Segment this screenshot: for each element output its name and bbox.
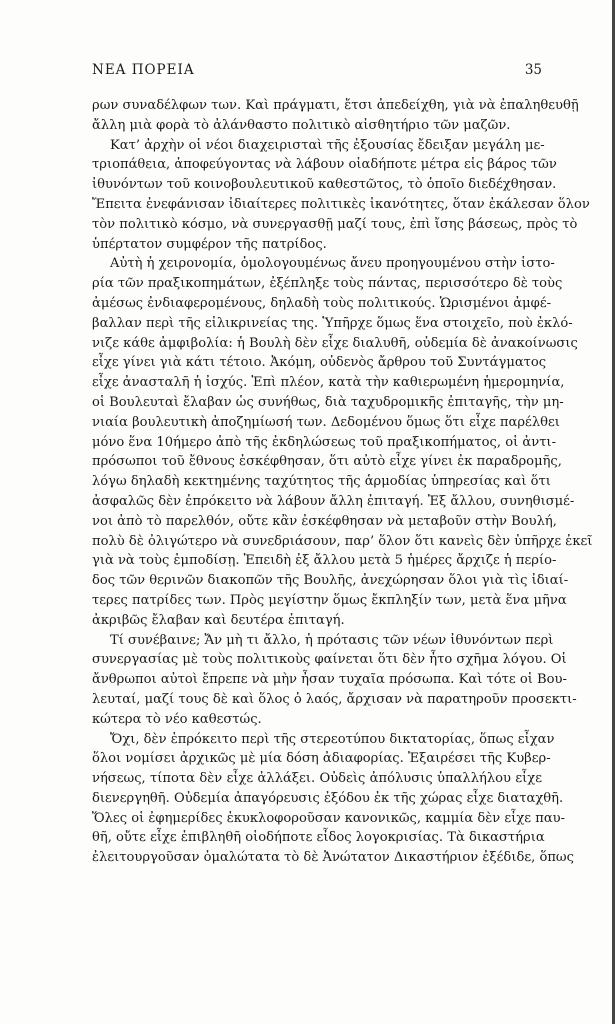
text-line: ὅλοι νομίσει ἀρχικῶς μὲ μία δόση ἀδιαφορίας. Ἐξαιρέσει τῆς Κυβερ- <box>92 751 551 767</box>
text-line: μόνο ἕνα 10ήμερο ἀπὸ τῆς ἐκδηλώσεως τοῦ πραξικοπήματος, οἱ ἀντι- <box>92 434 556 450</box>
text-line: ρων συναδέλφων των. Καὶ πράγματι, ἔτσι ἀπεδείχθη, γιὰ νὰ ἐπαληθευθῇ <box>92 98 579 113</box>
text-line: Ὅλες οἱ ἐφημερίδες ἐκυκλοφοροῦσαν κανονικῶς, καμμία δὲν εἶχε παυ- <box>92 810 566 826</box>
text-line: βαλλαν περὶ τῆς εἰλικρινείας της. Ὑπῆρχε ὅμως ἕνα στοιχεῖο, ποὺ ἐκλό- <box>92 315 573 331</box>
text-line: Κατ’ ἀρχὴν οἱ νέοι διαχειρισταὶ τῆς ἐξουσίας ἔδειξαν μεγάλη με- <box>110 137 545 153</box>
text-line: τερες πατρίδες των. Πρὸς μεγίστην ὅμως ἔκπληξίν των, μετὰ ἕνα μῆνα <box>92 592 567 608</box>
text-line: νιζε κάθε ἀμφιβολία: ἡ Βουλὴ δὲν εἶχε διαλυθῆ, οὐδεμία δὲ ἀνακοίνωσις <box>92 335 578 351</box>
text-line: ἀκριβῶς ἔλαβαν καὶ δευτέρα ἐπιταγή. <box>92 612 345 628</box>
text-line: πολὺ δὲ ὀλιγώτερο νὰ συνεδριάσουν, παρ’ ὅλον ὅτι κανεὶς δὲν ὑπῆρχε ἐκεῖ <box>92 533 593 549</box>
text-line: οἱ Βουλευταὶ ἔλαβαν ὡς συνήθως, διὰ ταχυδρομικῆς ἐπιταγῆς, τὴν μη- <box>92 394 564 410</box>
text-line: συνεργασίας μὲ τοὺς πολιτικοὺς φαίνεται ὅτι δὲν ἦτο σχῆμα λόγου. Οἱ <box>92 652 567 668</box>
text-line: δος τῶν θερινῶν διακοπῶν τῆς Βουλῆς, ἀνεχώρησαν ὅλοι γιὰ τὶς ἰδιαί- <box>92 573 569 589</box>
text-line: ἄλλη μιὰ φορὰ τὸ ἀλάνθαστο πολιτικὸ αἰσθητήριο τῶν μαζῶν. <box>92 117 511 133</box>
page-number: 35 <box>524 62 542 78</box>
text-line: γιὰ νὰ τοὺς ἐμποδίσῃ. Ἐπειδὴ ἐξ ἄλλου μετὰ 5 ἡμέρες ἄρχιζε ἡ περίο- <box>92 553 557 569</box>
text-line: πρόσωποι τοῦ ἔθνους ἐσκέφθησαν, ὅτι αὐτὸ εἶχε γίνει ἐκ παραδρομῆς, <box>92 454 562 470</box>
text-line: ἀμέσως ἐνδιαφερομένους, δηλαδὴ τοὺς πολιτικούς. Ὡρισμένοι ἀμφέ- <box>92 295 552 311</box>
text-line: Ὄχι, δὲν ἐπρόκειτο περὶ τῆς στερεοτύπου δικτατορίας, ὅπως εἶχαν <box>110 731 555 747</box>
text-line: ἄνθρωποι αὐτοὶ ἔπρεπε νὰ μὴν ἦσαν τυχαῖα πρόσωπα. Καὶ τότε οἱ Βου- <box>92 672 567 688</box>
text-line: νιαία βουλευτικὴ ἀποζημίωσή των. Δεδομένου ὅμως ὅτι εἶχε παρέλθει <box>92 414 560 430</box>
text-line: εἶχε ἀνασταλῆ ἡ ἰσχύς. Ἐπὶ πλέον, κατὰ τὴν καθιερωμένη ἡμερομηνία, <box>92 375 565 391</box>
text-line: Ἔπειτα ἐνεφάνισαν ἰδιαίτερες πολιτικὲς ἱκανότητες, ὅταν ἐκάλεσαν ὅλον <box>92 196 590 212</box>
text-line: διενεργηθῆ. Οὐδεμία ἀπαγόρευσις ἐξόδου ἐκ τῆς χώρας εἶχε διαταχθῆ. <box>92 790 564 806</box>
text-line: ἀσφαλῶς δὲν ἐπρόκειτο νὰ λάβουν ἄλλη ἐπιταγή. Ἐξ ἄλλου, συνηθισμέ- <box>92 493 575 509</box>
text-line: ἐλειτουργοῦσαν ὁμαλώτατα τὸ δὲ Ἀνώτατον Δικαστήριον ἐξέδιδε, ὅπως <box>92 850 574 866</box>
text-line: ὑπέρτατον συμφέρον τῆς πατρίδος. <box>92 236 327 252</box>
text-line: λευταί, μαζί τους δὲ καὶ ὅλος ὁ λαός, ἄρχισαν νὰ παρατηροῦν προσεκτι- <box>92 691 577 707</box>
text-line: ρία τῶν πραξικοπημάτων, ἐξέπληξε τοὺς πάντας, περισσότερο δὲ τοὺς <box>92 276 563 292</box>
running-title: ΝΕΑ ΠΟΡΕΙΑ <box>92 62 195 78</box>
text-line: Αὐτὴ ἡ χειρονομία, ὁμολογουμένως ἄνευ προηγουμένου στὴν ἱστο- <box>110 256 555 272</box>
text-line: τριοπάθεια, ἀποφεύγοντας νὰ λάβουν οἱαδήποτε μέτρα εἰς βάρος τῶν <box>92 157 557 173</box>
page-header <box>92 62 542 82</box>
text-line: νήσεως, τίποτα δὲν εἶχε ἀλλάξει. Οὐδεὶς ἀπόλυσις ὑπαλλήλου εἶχε <box>92 771 542 787</box>
text-line: κώτερα τὸ νέο καθεστώς. <box>92 711 262 727</box>
body-text <box>92 96 593 868</box>
text-line: θῆ, οὔτε εἶχε ἐπιβληθῆ οἱοδήποτε εἶδος λογοκρισίας. Τὰ δικαστήρια <box>92 830 545 846</box>
text-line: εἶχε γίνει γιὰ κάτι τέτοιο. Ἀκόμη, οὐδενὸς ἄρθρου τοῦ Συντάγματος <box>92 355 547 371</box>
text-line: Τί συνέβαινε; Ἄν μὴ τι ἄλλο, ἡ πρότασις τῶν νέων ἰθυνόντων περὶ <box>110 632 554 648</box>
text-line: νοι ἀπὸ τὸ παρελθόν, οὔτε κἂν ἐσκέφθησαν νὰ μεταβοῦν στὴν Βουλή, <box>92 513 557 529</box>
text-line: ἰθυνόντων τοῦ κοινοβουλευτικοῦ καθεστῶτος, τὸ ὁποῖο διεδέχθησαν. <box>92 177 557 193</box>
text-line: λόγω δηλαδὴ κεκτημένης ταχύτητος τῆς ἁρμοδίας ὑπηρεσίας καὶ ὅτι <box>92 474 551 490</box>
text-line: τὸν πολιτικὸ κόσμο, νὰ συνεργασθῇ μαζί τους, ἐπὶ ἴσης βάσεως, πρὸς τὸ <box>92 216 578 232</box>
